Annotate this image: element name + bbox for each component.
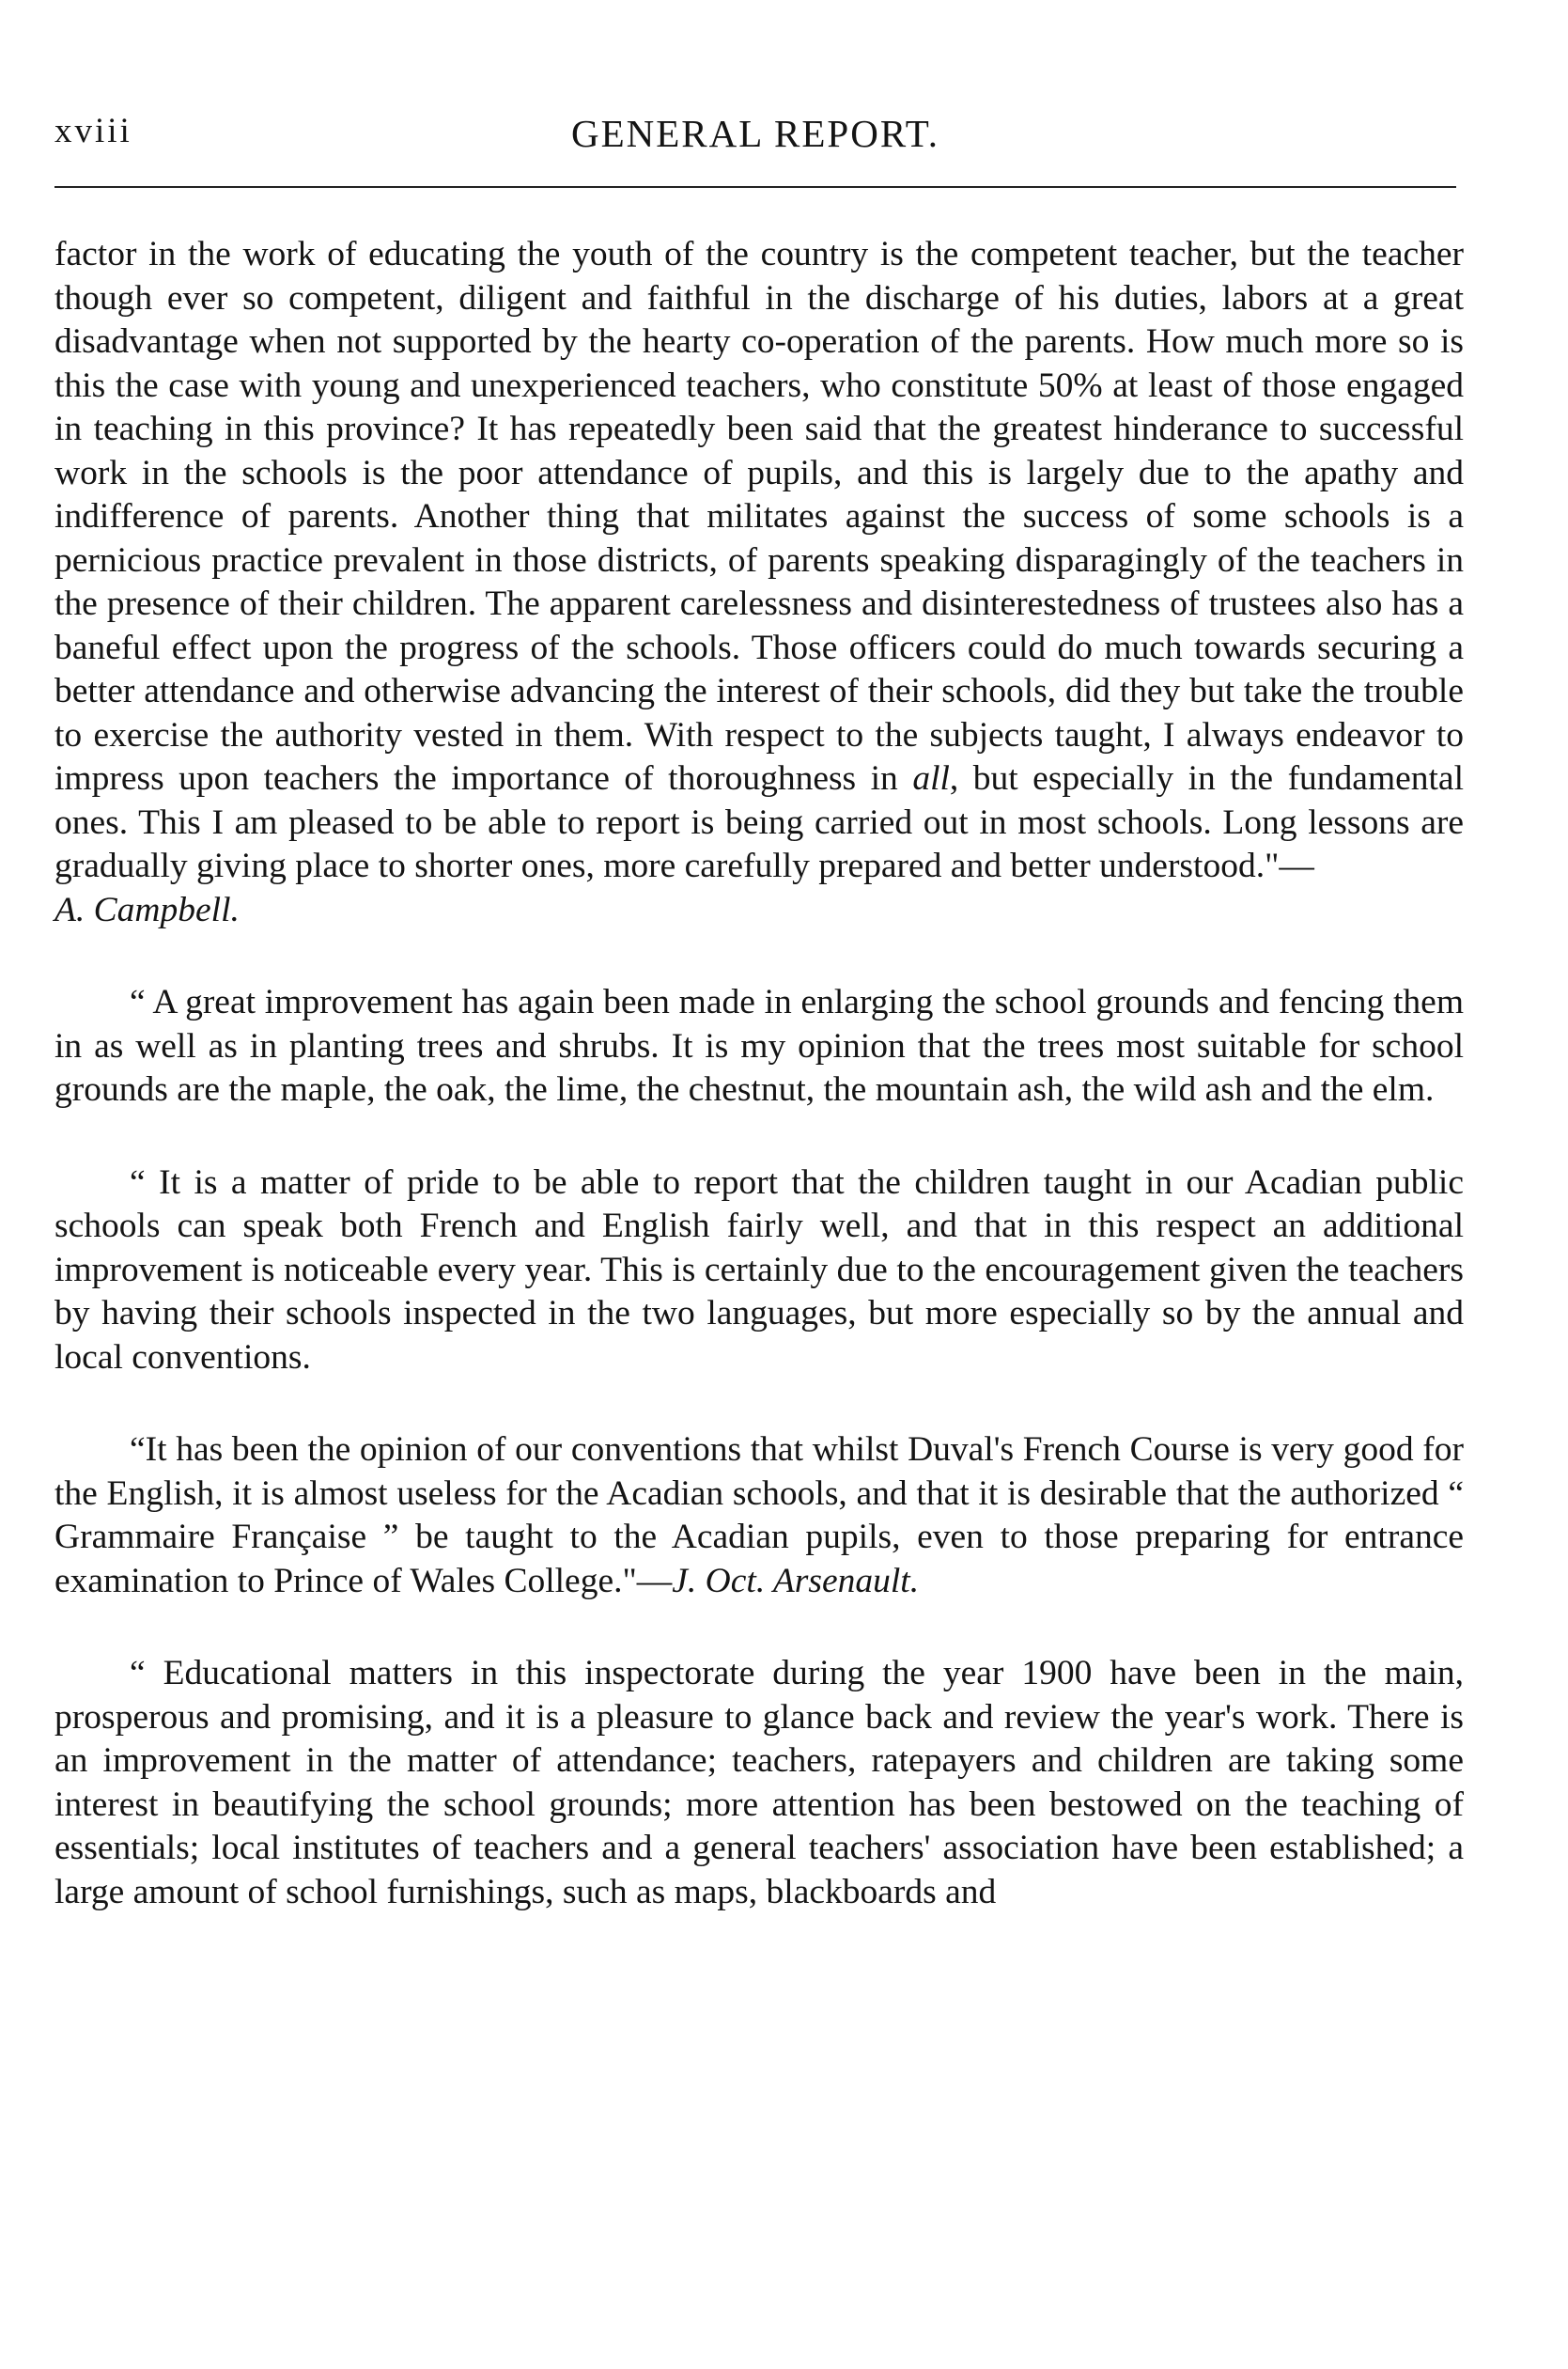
paragraph-1-emphasis: all <box>912 759 950 798</box>
paragraph-3-text: “ It is a matter of pride to be able to report that the children taught in our Acadian public schools can speak both French and English fairly well, and that in this respect an additional improvement is noticeable every year. This is certainly due to the encouragement given the teachers by having their schools inspected in the two languages, but more especially so by the annual and local conventions. <box>54 1162 1464 1377</box>
paragraph-5-text: “ Educational matters in this inspectorate during the year 1900 have been in the main, prosperous and promising, and it is a pleasure to glance back and review the year's work. There is an improvement in the matter of attendance; teachers, ratepayers and children are taking some interest in beautifying the school grounds; more attention has been bestowed on the teaching of essentials; local institutes of teachers and a general teachers' association have been established; a large amount of school furnishings, such as maps, blackboards and <box>54 1654 1464 1911</box>
page-header <box>54 111 1456 167</box>
signature-arsenault: J. Oct. Arsenault. <box>672 1561 920 1600</box>
paragraph-5 <box>54 1652 1464 1914</box>
paragraph-1 <box>54 233 1464 932</box>
page-number: xviii <box>54 112 132 150</box>
paragraph-2-text: “ A great improvement has again been made in enlarging the school grounds and fencing them in as well as in planting trees and shrubs. It is my opinion that the trees most suitable for school grounds are the maple, the oak, the lime, the chestnut, the mountain ash, the wild ash and the elm. <box>54 983 1464 1109</box>
header-rule <box>54 186 1456 188</box>
paragraph-4-text: “It has been the opinion of our conventions that whilst Duval's French Course is very good for the English, it is almost useless for the Acadian schools, and that it is desirable that the authorized “ Grammaire Française ” be taught to the Acadian pupils, even to those preparing for entrance examination to Prince of Wales College."— <box>54 1430 1464 1600</box>
running-title: GENERAL REPORT. <box>571 112 939 155</box>
paragraph-2 <box>54 981 1464 1113</box>
signature-campbell: A. Campbell. <box>54 890 240 929</box>
paragraph-1-text-after: , but especially in the fundamental ones. This I am pleased to be able to report is being carried out in most schools. Long lessons are gradually giving place to shorter ones, more carefully prepared and better understood."— <box>54 759 1464 885</box>
report-body <box>54 233 1464 1963</box>
paragraph-3 <box>54 1161 1464 1380</box>
paragraph-4 <box>54 1428 1464 1603</box>
paragraph-1-text: factor in the work of educating the youth of the country is the competent teacher, but the teacher though ever so competent, diligent and faithful in the discharge of his duties, labors at a great disadvantage when not supported by the hearty co-operation of the parents. How much more so is this the case with young and unexperienced teachers, who constitute 50% at least of those engaged in teaching in this province? It has repeatedly been said that the greatest hinderance to successful work in the schools is the poor attendance of pupils, and this is largely due to the apathy and indifference of parents. Another thing that militates against the success of some schools is a pernicious practice prevalent in those districts, of parents speaking disparagingly of the teachers in the presence of their children. The apparent carelessness and disinterestedness of trustees also has a baneful effect upon the progress of the schools. Those officers could do much towards securing a better attendance and otherwise advancing the interest of their schools, did they but take the trouble to exercise the authority vested in them. With respect to the subjects taught, I always endeavor to impress upon teachers the importance of thoroughness in <box>54 235 1464 798</box>
